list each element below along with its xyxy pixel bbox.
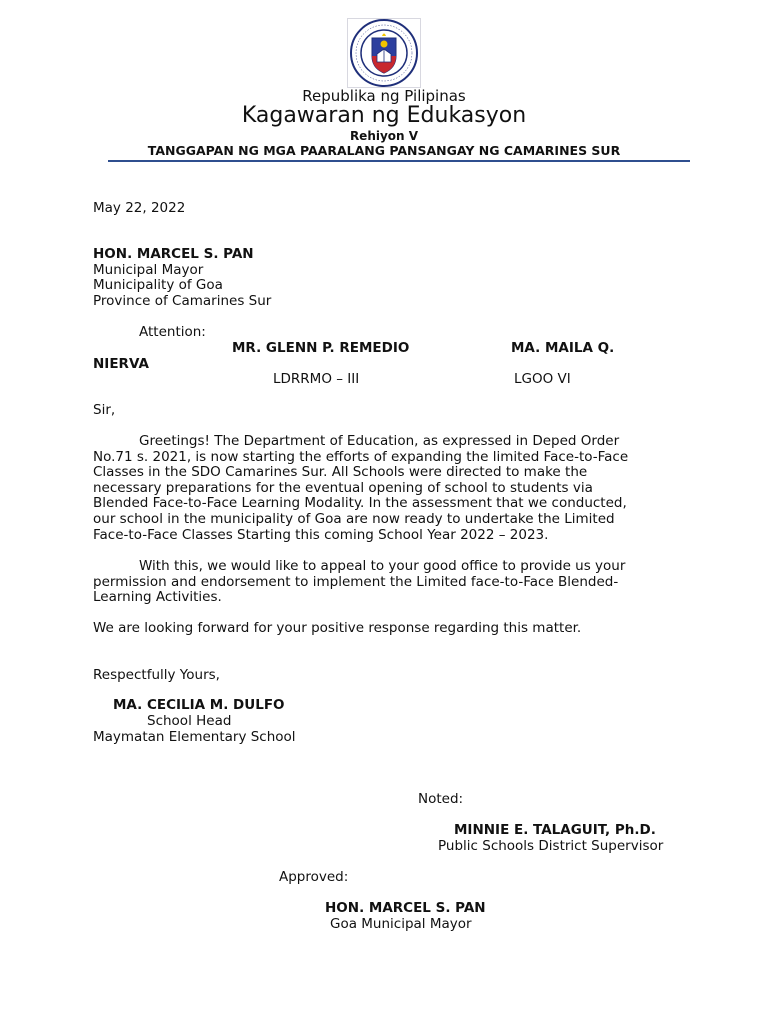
region-heading: Rehiyon V — [349, 129, 419, 143]
body-paragraph-2 — [93, 559, 673, 606]
body-paragraph-1 — [93, 434, 673, 543]
attention-person1-title: LDRRMO – III — [273, 371, 360, 387]
paragraph-line: With this, we would like to appeal to your good office to provide us your — [139, 558, 626, 574]
paragraph-line: Learning Activities. — [93, 589, 222, 606]
noted-name: MINNIE E. TALAGUIT, Ph.D. — [454, 822, 656, 838]
addressee-province: Province of Camarines Sur — [93, 293, 272, 309]
paragraph-line: permission and endorsement to implement the Limited face-to-Face Blended- — [93, 573, 619, 590]
paragraph-line: necessary preparations for the eventual opening of school to students via — [93, 479, 593, 496]
approved-label: Approved: — [279, 869, 349, 885]
attention-person2-name-part1: MA. MAILA Q. — [511, 340, 615, 356]
paragraph-line: our school in the municipality of Goa are now ready to undertake the Limited — [93, 510, 615, 527]
approved-name: HON. MARCEL S. PAN — [325, 900, 486, 916]
deped-seal-logo — [347, 18, 421, 88]
paragraph-line: No.71 s. 2021, is now starting the efforts of expanding the limited Face-to-Face — [93, 448, 629, 465]
attention-label: Attention: — [139, 324, 206, 340]
noted-label: Noted: — [418, 791, 464, 807]
republic-heading: Republika ng Pilipinas — [302, 87, 466, 105]
signatory-position: School Head — [147, 713, 232, 729]
salutation: Sir, — [93, 402, 116, 418]
body-paragraph-3: We are looking forward for your positive response regarding this matter. — [93, 620, 582, 636]
department-heading: Kagawaran ng Edukasyon — [241, 103, 527, 128]
addressee-title: Municipal Mayor — [93, 262, 204, 278]
division-office-heading: TANGGAPAN NG MGA PAARALANG PANSANGAY NG CAMARINES SUR — [147, 143, 621, 158]
attention-person2-name-part2: NIERVA — [93, 356, 149, 372]
approved-position: Goa Municipal Mayor — [330, 916, 472, 932]
closing: Respectfully Yours, — [93, 667, 220, 683]
paragraph-line: Blended Face-to-Face Learning Modality. In the assessment that we conducted, — [93, 495, 627, 512]
attention-person2-title: LGOO VI — [514, 371, 571, 387]
letter-date: May 22, 2022 — [93, 200, 186, 216]
paragraph-line: Classes in the SDO Camarines Sur. All Schools were directed to make the — [93, 464, 588, 481]
paragraph-line: Face-to-Face Classes Starting this coming School Year 2022 – 2023. — [93, 526, 549, 543]
signatory-name: MA. CECILIA M. DULFO — [113, 697, 285, 713]
letterhead-divider — [108, 160, 690, 162]
attention-person1-name: MR. GLENN P. REMEDIO — [232, 340, 410, 356]
addressee-name: HON. MARCEL S. PAN — [93, 246, 254, 262]
paragraph-line: Greetings! The Department of Education, as expressed in Deped Order — [139, 433, 620, 449]
addressee-municipality: Municipality of Goa — [93, 277, 223, 293]
signatory-school: Maymatan Elementary School — [93, 729, 296, 745]
noted-position: Public Schools District Supervisor — [438, 838, 664, 854]
